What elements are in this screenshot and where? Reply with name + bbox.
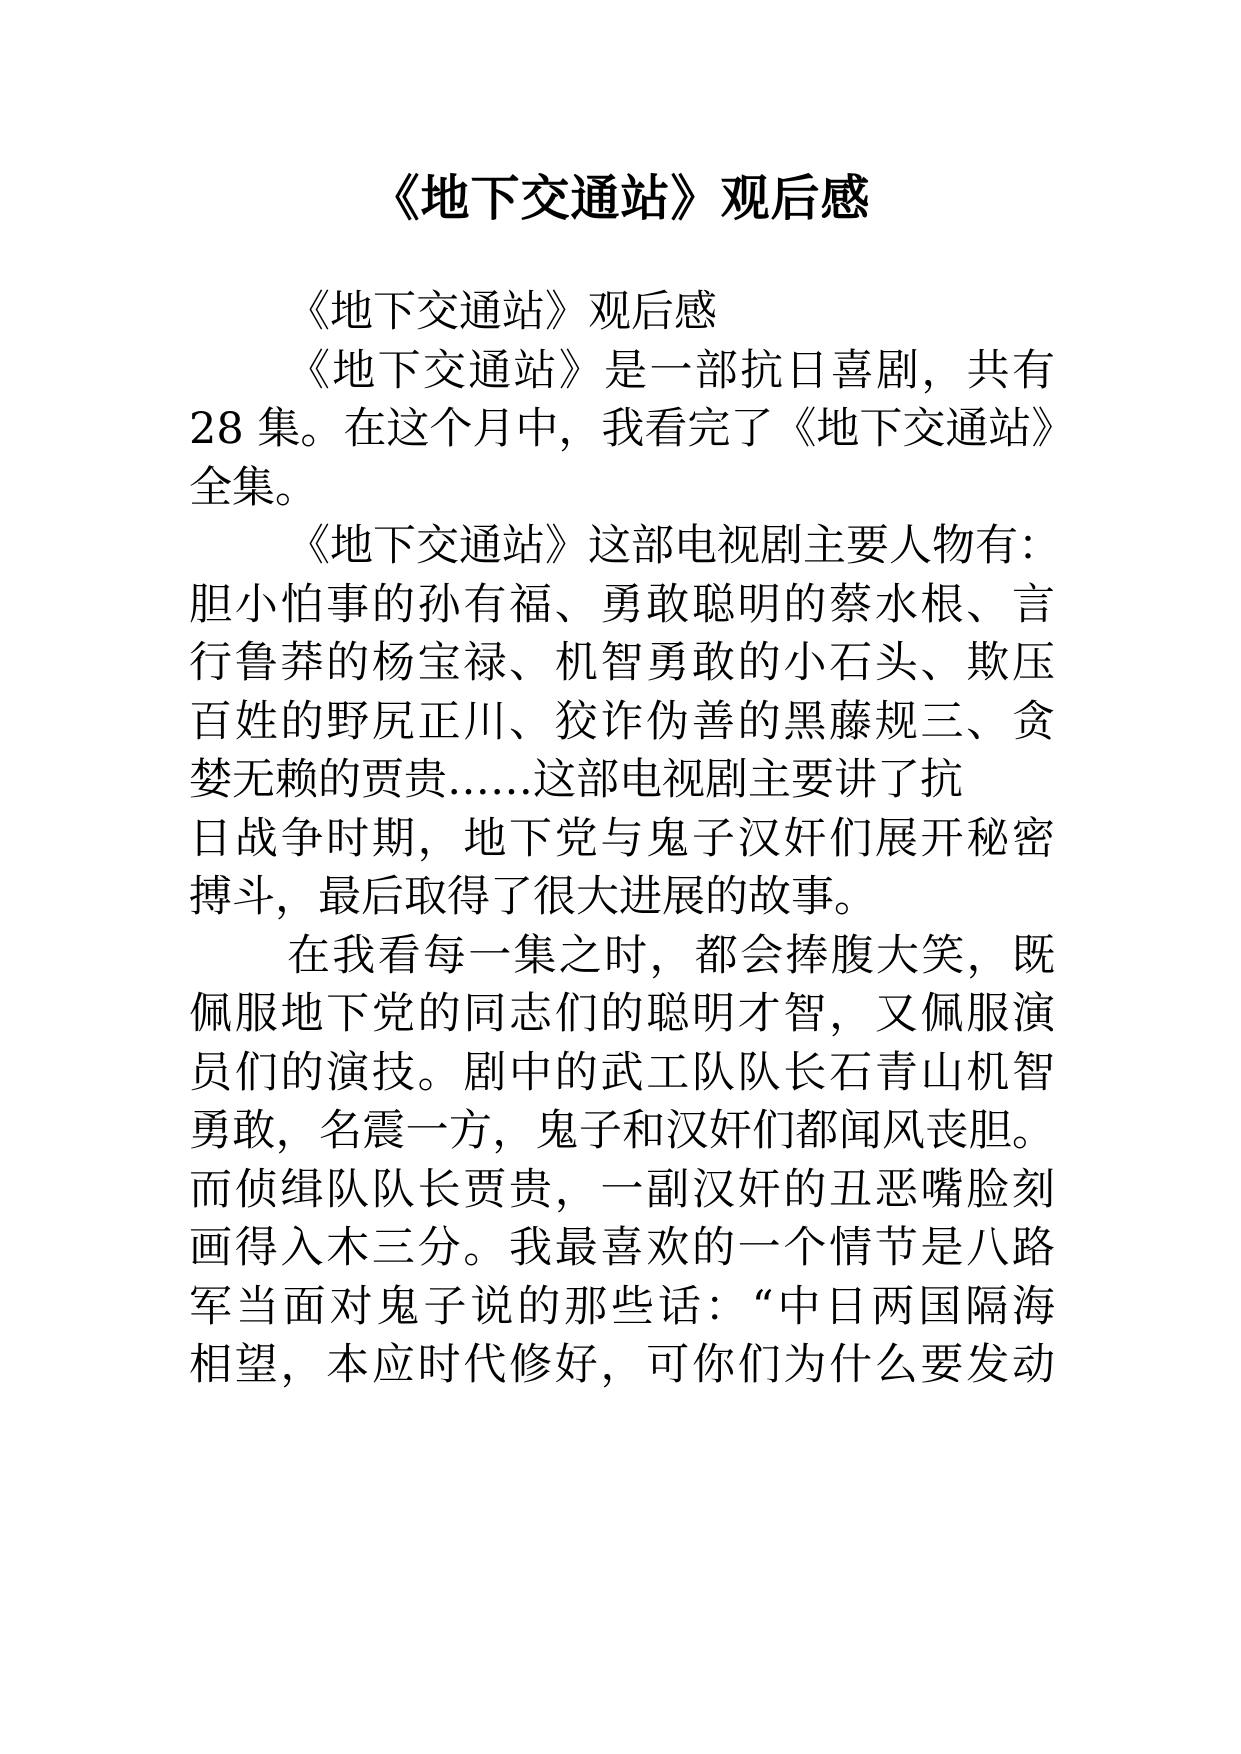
paragraph-line: 而侦缉队队长贾贵，一副汉奸的丑恶嘴脸刻 bbox=[189, 1165, 1055, 1215]
paragraph-line: 日战争时期，地下党与鬼子汉奸们展开秘密 bbox=[189, 814, 1055, 864]
paragraph-line: 相望，本应时代修好，可你们为什么要发动 bbox=[189, 1340, 1055, 1390]
paragraph-line: 画得入木三分。我最喜欢的一个情节是八路 bbox=[189, 1223, 1055, 1273]
paragraph-line: 员们的演技。剧中的武工队队长石青山机智 bbox=[189, 1048, 1055, 1098]
paragraph-line: 行鲁莽的杨宝禄、机智勇敢的小石头、欺压 bbox=[189, 638, 1055, 688]
paragraph-line: 军当面对鬼子说的那些话：“中日两国隔海 bbox=[189, 1282, 1055, 1332]
paragraph-line: 在我看每一集之时，都会捧腹大笑，既 bbox=[287, 931, 1055, 981]
paragraph-line: 《地下交通站》观后感 bbox=[287, 287, 717, 337]
paragraph-line: 全集。 bbox=[189, 463, 318, 513]
paragraph-line: 百姓的野尻正川、狡诈伪善的黑藤规三、贪 bbox=[189, 697, 1055, 747]
paragraph-line: 28 集。在这个月中，我看完了《地下交通站》 bbox=[189, 404, 1075, 454]
paragraph-line: 搏斗，最后取得了很大进展的故事。 bbox=[189, 872, 877, 922]
paragraph-line: 佩服地下党的同志们的聪明才智，又佩服演 bbox=[189, 989, 1055, 1039]
paragraph-line: 《地下交通站》这部电视剧主要人物有： bbox=[287, 521, 1061, 571]
paragraph-line: 勇敢，名震一方，鬼子和汉奸们都闻风丧胆。 bbox=[189, 1106, 1055, 1156]
document-title: 《地下交通站》观后感 bbox=[370, 169, 871, 227]
paragraph-line: 胆小怕事的孙有福、勇敢聪明的蔡水根、言 bbox=[189, 580, 1055, 630]
paragraph-line: 婪无赖的贾贵……这部电视剧主要讲了抗 bbox=[189, 755, 963, 805]
paragraph-line: 《地下交通站》是一部抗日喜剧，共有 bbox=[287, 346, 1055, 396]
